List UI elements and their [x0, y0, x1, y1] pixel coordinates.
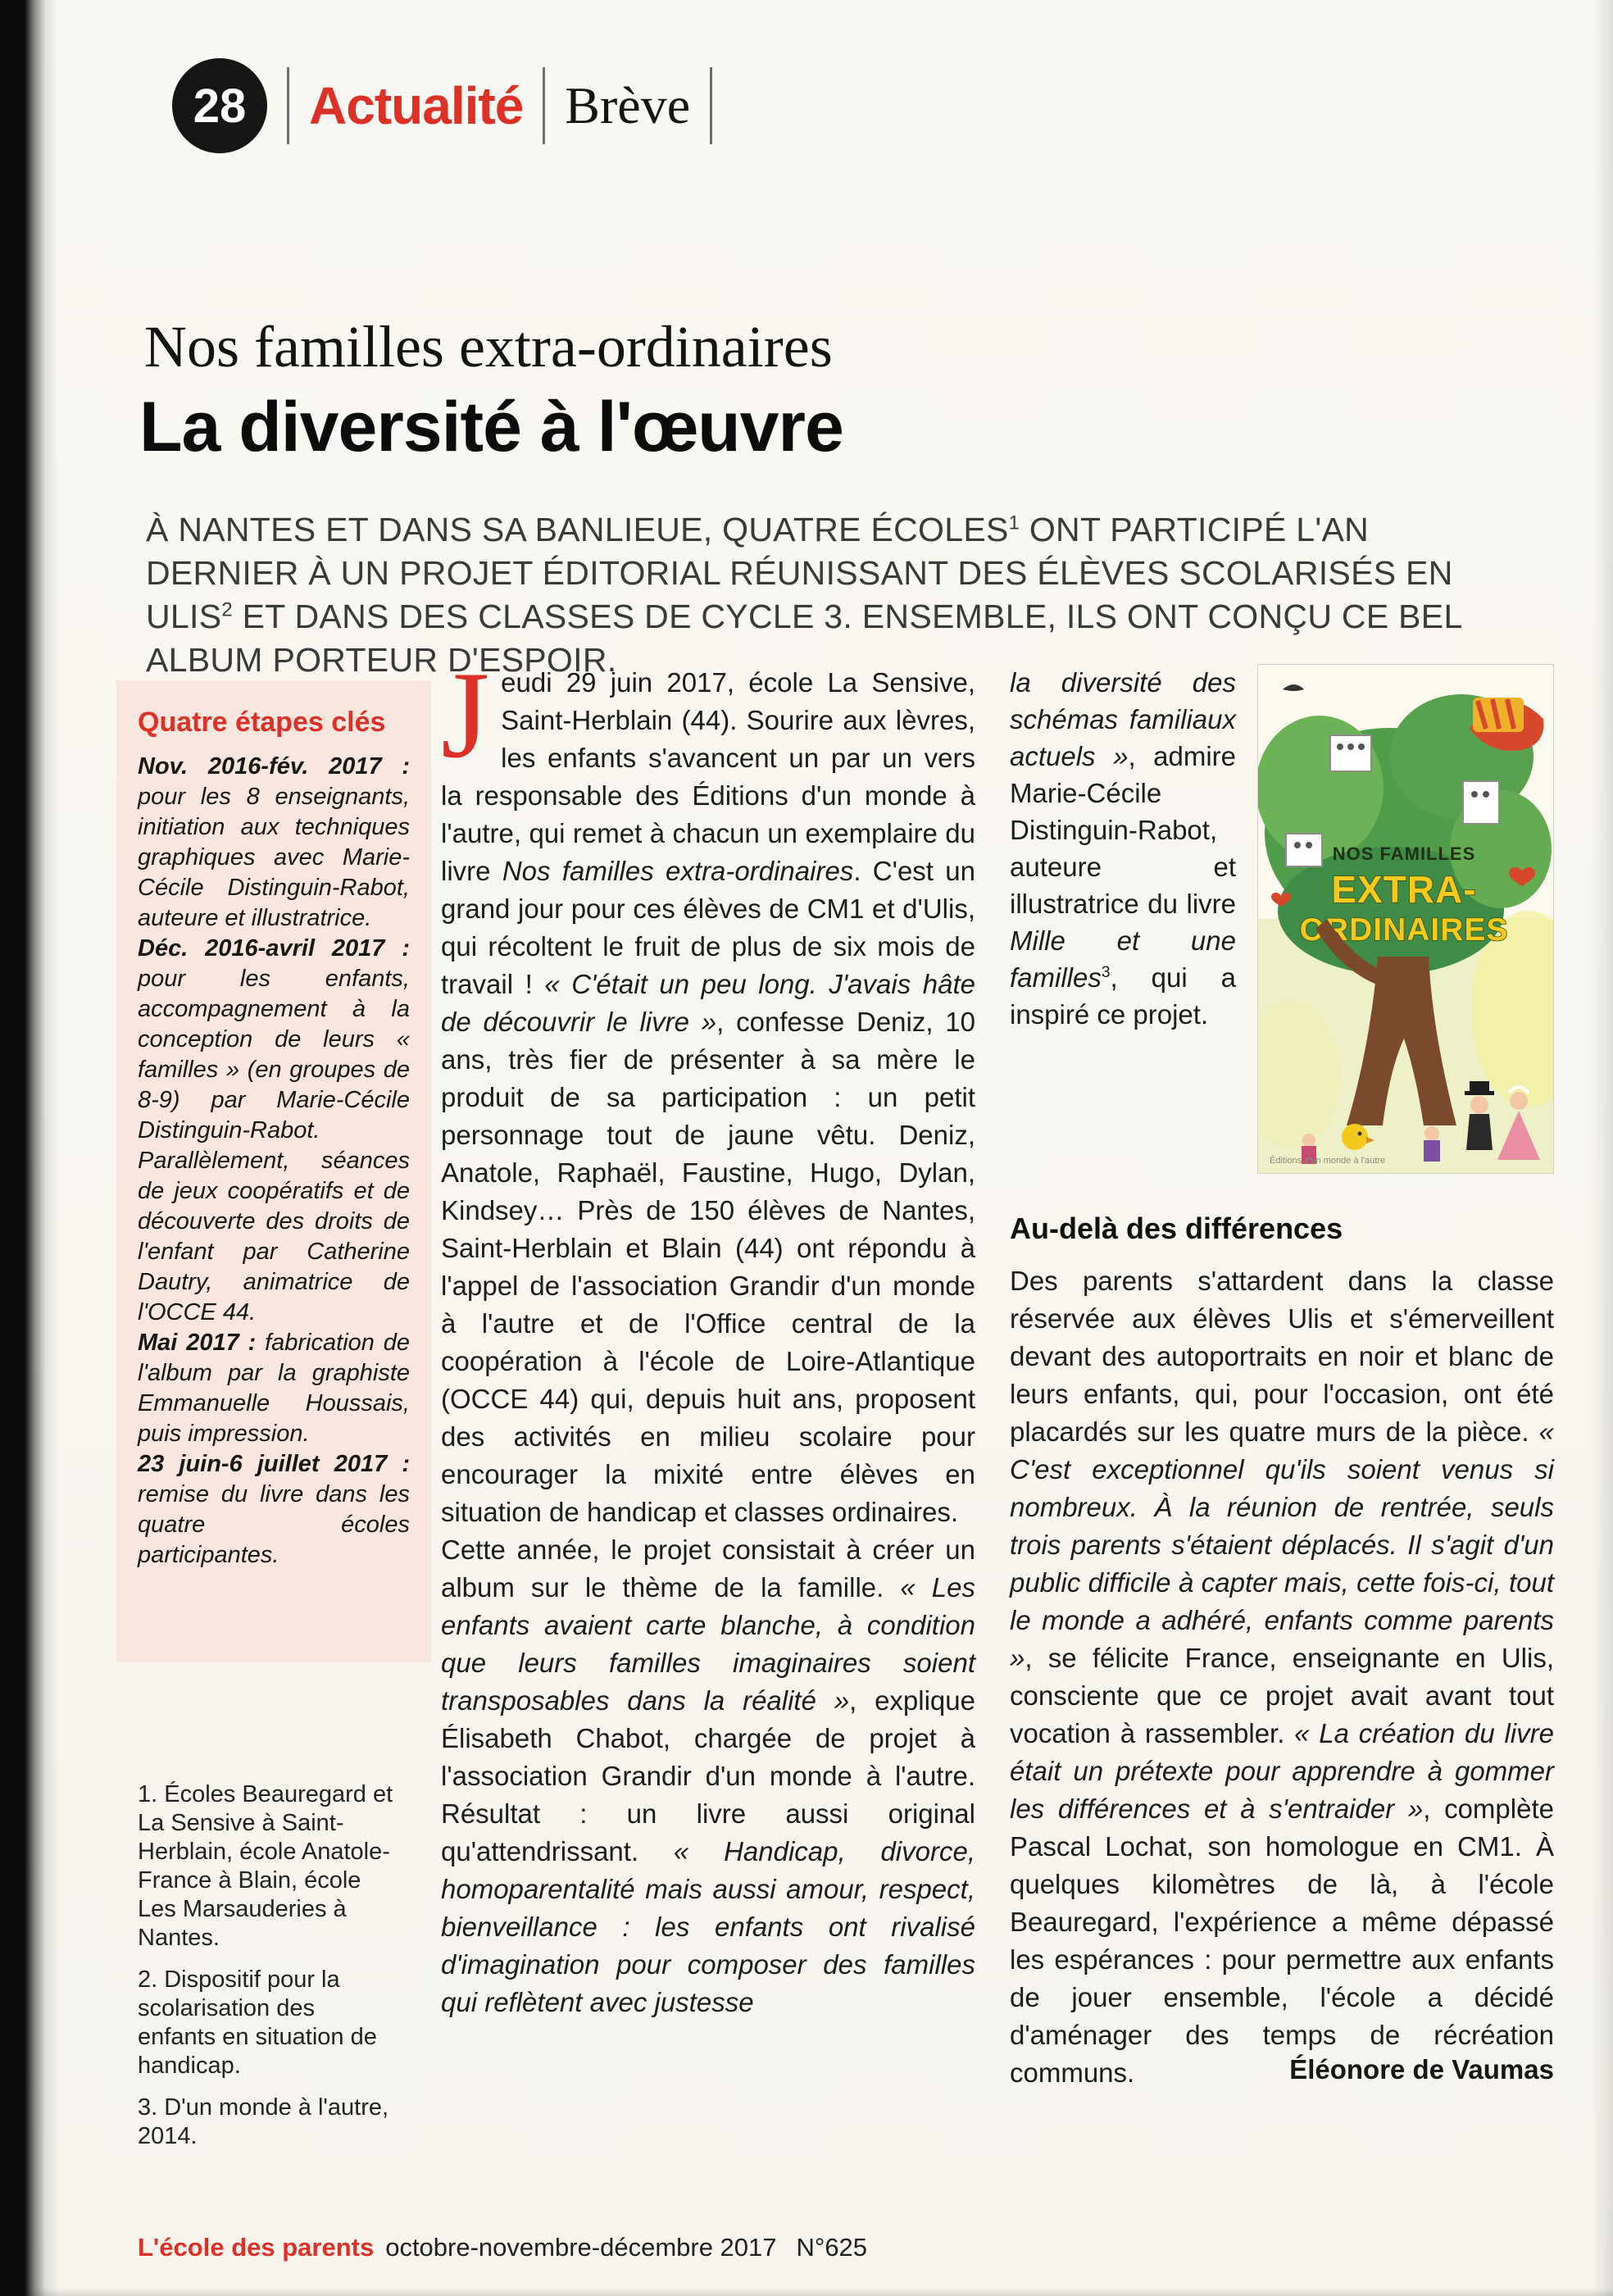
footnote-1: 1. Écoles Beauregard et La Sensive à Saint-Herblain, école Anatole-France à Blain, école Les Marsauderies à Nantes. [138, 1781, 393, 1951]
footnote-3: 3. D'un monde à l'autre, 2014. [138, 2094, 389, 2149]
body-paragraph-1 [441, 646, 976, 1531]
sidebar-step-4: 23 juin-6 juillet 2017 : remise du livre dans les quatre écoles participantes. [138, 1451, 410, 1568]
scan-edge-right [1592, 0, 1613, 2296]
scan-edge-bottom [0, 2288, 1613, 2296]
page-header [172, 54, 712, 157]
cover-publisher: Éditions d'un monde à l'autre [1270, 1156, 1386, 1166]
issue-number: N°625 [796, 2233, 868, 2262]
sidebar-step-3: Mai 2017 : fabrication de l'album par la graphiste Emmanuelle Houssais, puis impression. [138, 1330, 410, 1447]
article-column-2 [1010, 664, 1554, 2088]
page-number-badge [172, 58, 267, 153]
book-cover [1257, 664, 1554, 1174]
magazine-name: L'école des parents [138, 2233, 375, 2262]
sidebar-step-2: Déc. 2016-avril 2017 : pour les enfants, accompagnement à la conception de leurs « familles » (en groupes de 8-9) par Marie-Cécile Distinguin-Rabot. Parallèlement, séances de jeux coopératifs et de découverte des droits de l'enfant par Catherine Dautry, animatrice de l'OCCE 44. [138, 935, 410, 1325]
body-paragraph-3: Des parents s'attardent dans la classe réservée aux élèves Ulis et s'émerveillent devant des autoportraits en noir et blanc de leurs enfants, qui, pour l'occasion, ont été placardés sur les quatre murs de la pièce. « C'est exceptionnel qu'ils soient venus si nombreux. À la réunion de rentrée, seuls trois parents s'étaient déplacés. Il s'agit d'un public difficile à capter mais, cette fois-ci, tout le monde a adhéré, enfants comme parents », se félicite France, enseignante en Ulis, consciente que ce projet avait avant tout vocation à rassembler. « La création du livre était un prétexte pour apprendre à gommer les différences et à s'entraider », complète Pascal Lochat, son homologue en CM1. À quelques kilomètres de là, à l'école Beauregard, l'expérience a même dépassé les espérances : pour permettre aux enfants de jouer ensemble, l'école a décidé d'aménager des temps de récréation communs. [1010, 1266, 1554, 2088]
body-paragraph-continuation: la diversité des schémas familiaux actuels », admire Marie-Cécile Distinguin-Rabot, auteure et illustratrice du livre Mille et une familles$^3$, qui a inspiré ce projet. [1010, 667, 1236, 1030]
paragraph-text: eudi 29 juin 2017, école La Sensive, Saint-Herblain (44). Sourire aux lèvres, les enfants s'avancent un par un vers la responsable des Éditions d'un monde à l'autre, qui remet à chacun un exemplaire du livre Nos familles extra-ordinaires. C'est un grand jour pour ces élèves de CM1 et d'Ulis, qui récoltent le fruit de plus de six mois de travail ! « C'était un peu long. J'avais hâte de découvrir le livre », confesse Deniz, 10 ans, très fier de présenter à sa mère le produit de sa participation : un petit personnage tout de jaune vêtu. Deniz, Anatole, Raphaël, Faustine, Hugo, Dylan, Kindsey… Près de 150 élèves de Nantes, Saint-Herblain et Blain (44) ont répondu à l'appel de l'association Grandir d'un monde à l'autre et de l'Office central de la coopération à l'école de Loire-Atlantique (OCCE 44) qui, depuis huit ans, proposent des activités en milieu scolaire pour encourager la mixité entre élèves en situation de handicap et classes ordinaires. [441, 667, 976, 1527]
article-column-1 [441, 646, 976, 2021]
article-standfirst: À NANTES ET DANS SA BANLIEUE, QUATRE ÉCOLES$^1$ ONT PARTICIPÉ L'AN DERNIER À UN PROJET ÉDITORIAL RÉUNISSANT DES ÉLÈVES SCOLARISÉS EN ULIS$^2$ ET DANS DES CLASSES DE CYCLE 3. ENSEMBLE, ILS ONT CONÇU CE BEL ALBUM PORTEUR D'ESPOIR. [146, 511, 1462, 679]
book-cover-illustration [1258, 665, 1553, 1173]
drop-cap: J [441, 646, 490, 784]
sidebar-step-1: Nov. 2016-fév. 2017 : pour les 8 enseignants, initiation aux techniques graphiques avec Marie-Cécile Distinguin-Rabot, auteure et illustratrice. [138, 753, 410, 931]
byline: Éléonore de Vaumas [1289, 2054, 1554, 2085]
page-footer [138, 2233, 867, 2262]
cover-title-line1: NOS FAMILLES [1332, 843, 1476, 864]
body-paragraph-2: Cette année, le projet consistait à créer un album sur le thème de la famille. « Les enfants avaient carte blanche, à condition que leurs familles imaginaires soient transposables dans la réalité », explique Élisabeth Chabot, chargée de projet à l'association Grandir d'un monde à l'autre. Résultat : un livre aussi original qu'attendrissant. « Handicap, divorce, homoparentalité mais aussi amour, respect, bienveillance : les enfants ont rivalisé d'imagination pour composer des familles qui reflètent avec justesse [441, 1534, 975, 2017]
column-top-row [1010, 664, 1554, 1174]
header-divider [287, 67, 289, 144]
subsection-label: Brève [565, 76, 691, 134]
footnotes [138, 1780, 397, 2164]
footnote-2: 2. Dispositif pour la scolarisation des enfants en situation de handicap. [138, 1966, 377, 2079]
scan-edge-left [0, 0, 59, 2296]
header-divider [710, 67, 712, 144]
header-divider [543, 67, 545, 144]
cover-title-line2: EXTRA- [1331, 868, 1477, 911]
page-number: 28 [193, 79, 247, 133]
cover-title-line3: ORDINAIRES [1299, 912, 1509, 948]
section-heading: Au-delà des différences [1010, 1212, 1343, 1245]
section-label: Actualité [309, 76, 524, 135]
issue-date: octobre-novembre-décembre 2017 [385, 2233, 777, 2262]
sidebar-title: Quatre étapes clés [138, 707, 386, 738]
article-kicker: Nos familles extra-ordinaires [144, 314, 833, 380]
article-title: La diversité à l'œuvre [139, 388, 843, 466]
sidebar-key-steps [116, 680, 431, 1662]
